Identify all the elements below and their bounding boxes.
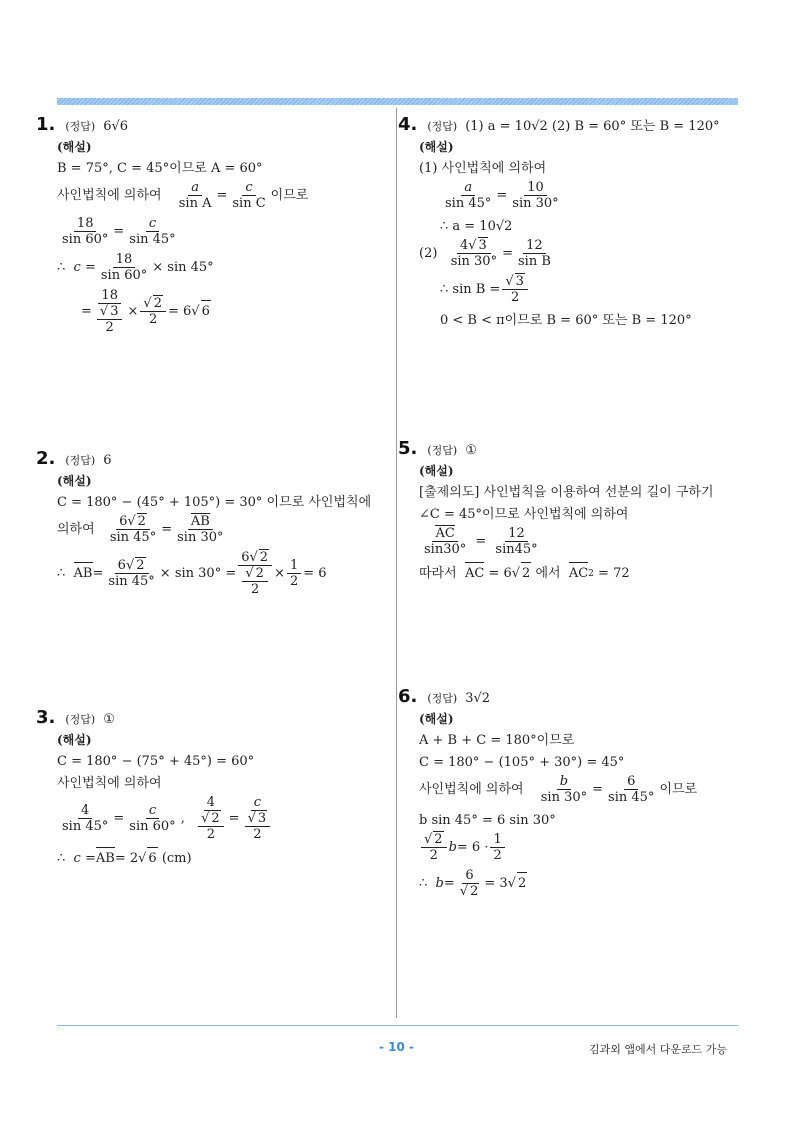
- answer-label: (정답): [427, 444, 458, 457]
- problem-number: 4.: [398, 114, 418, 135]
- answer-value: ①: [465, 443, 477, 458]
- explanation-label: (해설): [57, 474, 92, 488]
- text-line: b sin 45° = 6 sin 30°: [419, 813, 556, 828]
- equation-line: √ 2 2 b = 6 · 1 2: [419, 832, 697, 868]
- answer-label: (정답): [427, 692, 458, 705]
- problem-number: 3.: [36, 707, 56, 728]
- answer-value: 6√6: [103, 119, 129, 134]
- explanation-label: (해설): [57, 733, 92, 747]
- answer-label: (정답): [65, 454, 96, 467]
- explanation-label: (해설): [419, 712, 454, 726]
- problem-6: [398, 686, 697, 904]
- text-line: 사인법칙에 의하여: [57, 776, 162, 791]
- equation-line: 의하여 6√ 2 sin 45° = AB sin 30°: [57, 514, 224, 545]
- text: 의하여: [57, 522, 95, 537]
- text-line: B = 75°, C = 45°이므로 A = 60°: [57, 161, 263, 176]
- problem-2: [36, 448, 371, 602]
- problem-number: 1.: [36, 114, 56, 135]
- column-divider: [396, 108, 397, 1018]
- problem-number: 5.: [398, 438, 418, 459]
- equation-line: (2) 4√ 3 sin 30° = 12 sin B: [419, 238, 551, 269]
- answer-label: (정답): [65, 120, 96, 133]
- problem-4: [398, 114, 720, 332]
- explanation-label: (해설): [419, 140, 454, 154]
- equation-line: a sin 45° = 10 sin 30°: [445, 180, 559, 211]
- text-line: ∴ a = 10√2: [440, 219, 513, 234]
- equation-line: 사인법칙에 의하여 b sin 30° = 6 sin 45° 이므로: [419, 774, 698, 805]
- header-stripe: [57, 98, 738, 105]
- text-line: (1) 사인법칙에 의하여: [419, 161, 547, 176]
- text-line: C = 180° − (45° + 105°) = 30° 이므로 사인법칙에: [57, 495, 372, 510]
- equation-line: AC sin30° = 12 sin45°: [424, 526, 538, 557]
- page-number: - 10 -: [378, 1040, 414, 1054]
- footer-note: 김과외 앱에서 다운로드 가능: [588, 1043, 727, 1056]
- problem-3: [36, 707, 275, 869]
- equation: a sin A = c sin C 이므로: [178, 180, 309, 211]
- footer-rule: [57, 1025, 738, 1026]
- equation-line: ∴ c = AB = 2√ 6 (cm): [57, 847, 275, 869]
- equation-line: 4 sin 45° = c sin 60° , 4 $\frac{√ 2}{2}$ = c $\frac{√ 3}{2}$: [57, 795, 275, 847]
- explanation-label: (해설): [57, 140, 92, 154]
- text-line: [출제의도] 사인법칙을 이용하여 선분의 길이 구하기: [419, 485, 714, 500]
- explanation-label: (해설): [419, 464, 454, 478]
- text-line: C = 180° − (105° + 30°) = 45°: [419, 755, 625, 770]
- equation-line: = 18 $\frac{√ 3}{2}$ × √ 2 2 = 6√ 6: [81, 288, 210, 335]
- problem-number: 2.: [36, 448, 56, 469]
- equation-line: ∴ c = 18 sin 60° × sin 45°: [57, 252, 214, 283]
- problem-5: [398, 438, 714, 584]
- text-line: C = 180° − (75° + 45°) = 60°: [57, 754, 255, 769]
- text-line: 0 < B < π이므로 B = 60° 또는 B = 120°: [440, 313, 692, 328]
- equation-line: [57, 180, 308, 216]
- answer-label: (정답): [65, 713, 96, 726]
- answer-value: 3√2: [465, 691, 491, 706]
- equation-line: 18 sin 60° = c sin 45°: [62, 216, 176, 247]
- text-line: A + B + C = 180°이므로: [419, 733, 575, 748]
- text: 사인법칙에 의하여: [57, 188, 162, 203]
- answer-label: (정답): [427, 120, 458, 133]
- problem-number: 6.: [398, 686, 418, 707]
- text: 사인법칙에 의하여: [419, 782, 524, 797]
- equation-line: ∴ sin B = √ 3 2: [440, 274, 720, 310]
- equation-line: ∴ AB = 6√ 2 sin 45° × sin 30° = 6√ 2 $\frac{√ 2}{2}$ × 1 2 = 6: [57, 550, 327, 597]
- equation-line: 따라서 AC = 6√ 2 에서 AC 2 = 72: [419, 562, 714, 584]
- text-line: ∠C = 45°이므로 사인법칙에 의하여: [419, 507, 629, 522]
- answer-value: 6: [103, 453, 112, 468]
- problem-1: [36, 114, 308, 340]
- answer-value: ①: [103, 712, 115, 727]
- equation-line: ∴ b = 6 √ 2 = 3√ 2: [419, 868, 527, 899]
- answer-value: (1) a = 10√2 (2) B = 60° 또는 B = 120°: [465, 119, 720, 134]
